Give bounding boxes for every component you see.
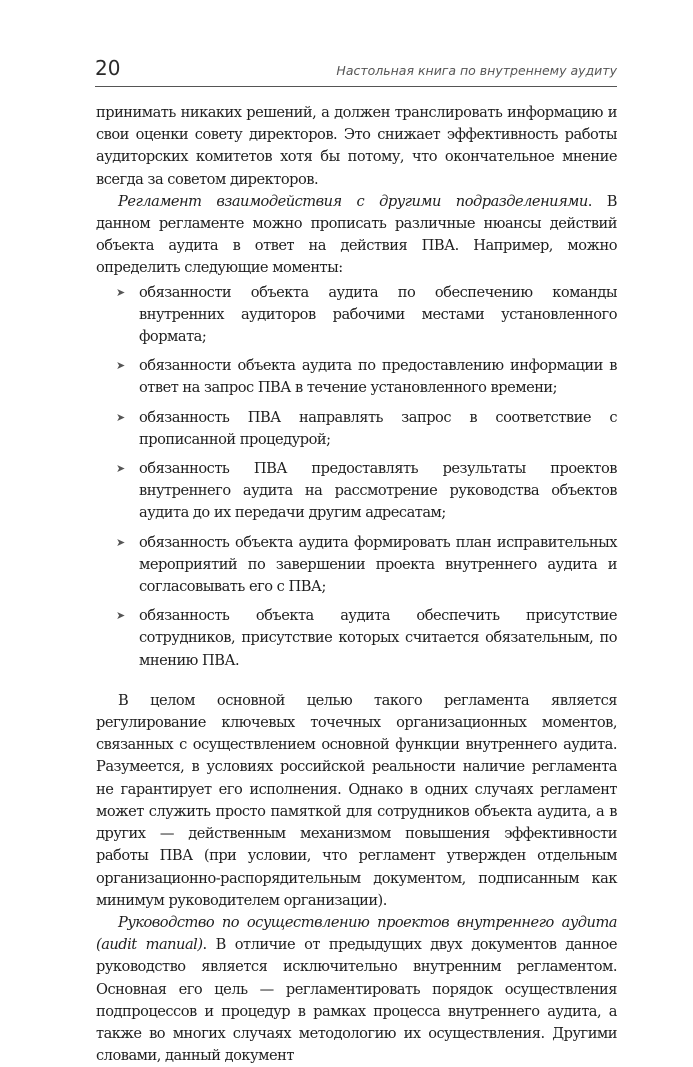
arrow-bullet-icon: ➤ xyxy=(116,359,125,373)
body-text xyxy=(96,102,617,1067)
paragraph-2 xyxy=(96,191,617,280)
list-item xyxy=(96,282,617,349)
list-item-text: обязанности объекта аудита по обеспечению команды внутренних аудиторов рабочими местами установленного формата; xyxy=(139,283,617,346)
list-item xyxy=(96,458,617,525)
arrow-bullet-icon: ➤ xyxy=(116,285,125,299)
list-item xyxy=(96,355,617,399)
bullet-list xyxy=(96,282,617,672)
list-item-text: обязанность ПВА предоставлять результаты проектов внутреннего аудита на рассмотрение руководства объектов аудита до их передачи другим адресатам; xyxy=(139,460,617,522)
arrow-bullet-icon: ➤ xyxy=(116,410,125,424)
term-interaction-regulation: Регламент взаимодействия с другими подразделениями xyxy=(118,192,588,210)
page-header xyxy=(95,56,617,86)
paragraph-4-text: . В отличие от предыдущих двух документов данное руководство является исключительно внутренним регламентом. Основная его цель — регламентировать порядок осуществления подпроцессов и процедур в рамках процесса внутреннего аудита, а также во многих случаях методологию их осуществления. Другими словами, данный документ xyxy=(96,936,617,1065)
list-item xyxy=(96,605,617,672)
arrow-bullet-icon: ➤ xyxy=(116,535,125,549)
header-rule xyxy=(95,86,617,87)
list-item xyxy=(96,407,617,451)
term-audit-manual: Руководство по осуществлению проектов внутреннего аудита (audit manual) xyxy=(96,913,617,954)
list-item xyxy=(96,532,617,599)
paragraph-3: В целом основной целью такого регламента является регулирование ключевых точечных организационных моментов, связанных с осуществлением основной функции внутреннего аудита. Разумеется, в условиях российской реальности наличие регламента не гарантирует его исполнения. Однако в одних случаях регламент может служить просто памяткой для сотрудников объекта аудита, а в других — действенным механизмом повышения эффективности работы ПВА (при условии, что регламент утвержден отдельным организационно-распорядительным документом, подписанным как минимум руководителем организации). xyxy=(96,691,617,909)
paragraph-4 xyxy=(96,912,617,1067)
paragraph-2-text: . В данном регламенте можно прописать различные нюансы действий объекта аудита в ответ на действия ПВА. Например, можно определить следующие моменты: xyxy=(96,192,617,277)
list-item-text: обязанность объекта аудита формировать план исправительных мероприятий по завершении проекта внутреннего аудита и согласовывать его с ПВА; xyxy=(139,533,617,596)
arrow-bullet-icon: ➤ xyxy=(116,609,125,623)
list-item-text: обязанность ПВА направлять запрос в соответствие с прописанной процедурой; xyxy=(139,408,617,448)
page-number: 20 xyxy=(95,56,121,80)
arrow-bullet-icon: ➤ xyxy=(116,462,125,476)
paragraph-1: принимать никаких решений, а должен транслировать информацию и свои оценки совету директоров. Это снижает эффективность работы аудиторских комитетов хотя бы потому, что окончательное мнение всегда за советом директоров. xyxy=(96,104,617,188)
running-title: Настольная книга по внутреннему аудиту xyxy=(336,63,617,78)
list-item-text: обязанность объекта аудита обеспечить присутствие сотрудников, присутствие которых считается обязательным, по мнению ПВА. xyxy=(139,607,617,669)
list-item-text: обязанности объекта аудита по предоставлению информации в ответ на запрос ПВА в течение установленного времени; xyxy=(139,357,617,397)
